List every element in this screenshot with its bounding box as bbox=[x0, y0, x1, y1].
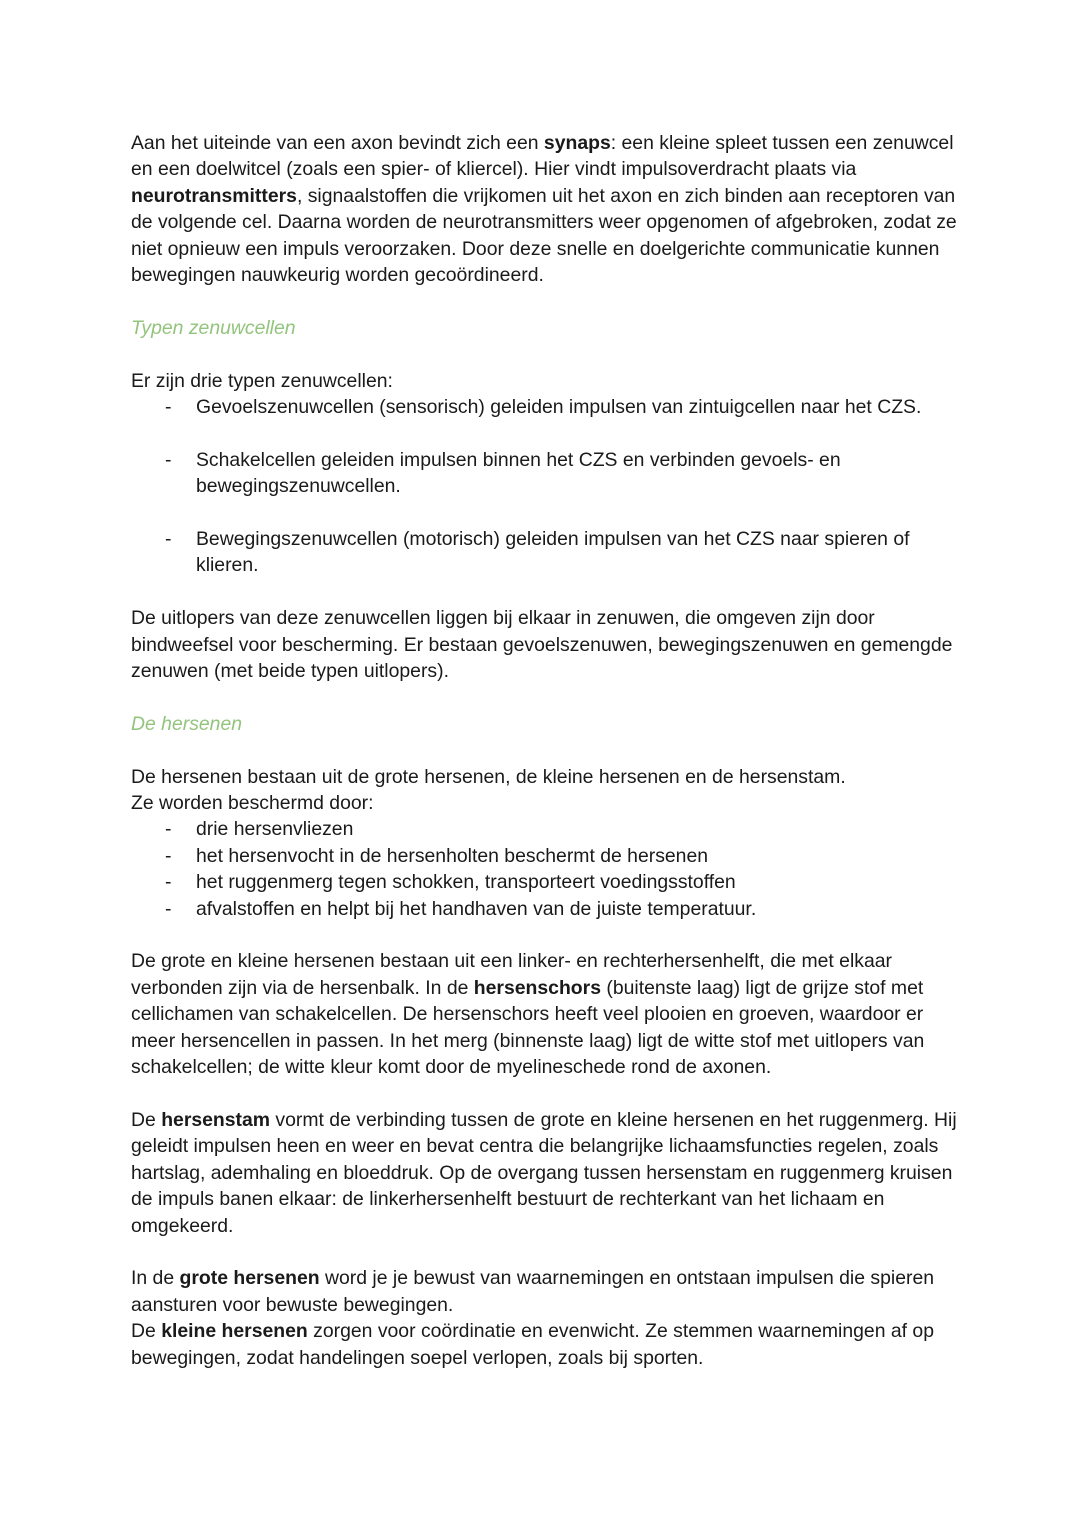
list-item: - het ruggenmerg tegen schokken, transporteert voedingsstoffen bbox=[165, 871, 736, 894]
bescherming-list bbox=[131, 816, 961, 922]
heading-typen-zenuwcellen: Typen zenuwcellen bbox=[131, 316, 296, 339]
kleine-hersenen-paragraph: De kleine hersenen zorgen voor coördinatie en evenwicht. Ze stemmen waarnemingen af op bewegingen, zodat handelingen soepel verlopen, zoals bij sporten. bbox=[131, 1320, 934, 1369]
term-kleine-hersenen: kleine hersenen bbox=[161, 1320, 308, 1343]
term-hersenschors: hersenschors bbox=[473, 976, 601, 999]
document-page bbox=[131, 130, 961, 1371]
term-neurotransmitters: neurotransmitters bbox=[131, 184, 297, 207]
term-synaps: synaps bbox=[543, 132, 611, 154]
list-item: - afvalstoffen en helpt bij het handhaven van de juiste temperatuur. bbox=[165, 897, 757, 920]
term-grote-hersenen: grote hersenen bbox=[179, 1267, 320, 1290]
term-hersenstam: hersenstam bbox=[161, 1108, 271, 1131]
hersenstam-paragraph: De hersenstam vormt de verbinding tussen de grote en kleine hersenen en het ruggenmerg. Hij geleidt impulsen heen en weer en bevat centra die belangrijke lichaamsfuncties regelen, zoals hartslag, ademhaling en bloeddruk. Op de overgang tussen hersenstam en ruggenmerg kruisen de impuls banen elkaar: de linkerhersenhelft bestuurt de rechterkant van het lichaam en omgekeerd. bbox=[131, 1108, 957, 1237]
zenuwen-paragraph: De uitlopers van deze zenuwcellen liggen bij elkaar in zenuwen, die omgeven zijn door bindweefsel voor bescherming. Er bestaan gevoelszenuwen, bewegingszenuwen en gemengde zenuwen (met beide typen uitlopers). bbox=[131, 607, 953, 683]
list-item: - Gevoelszenuwcellen (sensorisch) geleiden impulsen van zintuigcellen naar het CZS. bbox=[165, 396, 922, 419]
hersenen-lead-2: Ze worden beschermd door: bbox=[131, 792, 374, 815]
hersenen-lead-1: De hersenen bestaan uit de grote hersenen, de kleine hersenen en de hersenstam. bbox=[131, 765, 846, 788]
hersenschors-paragraph: De grote en kleine hersenen bestaan uit een linker- en rechterhersenhelft, die met elkaar verbonden zijn via de hersenbalk. In de hersenschors (buitenste laag) ligt de grijze stof met cellichamen van schakelcellen. De hersenschors heeft veel plooien en groeven, waardoor er meer hersencellen in passen. In het merg (binnenste laag) ligt de witte stof met uitlopers van schakelcellen; de witte kleur komt door de myelineschede rond de axonen. bbox=[131, 950, 925, 1079]
grote-hersenen-paragraph: In de grote hersenen word je je bewust van waarnemingen en ontstaan impulsen die spieren aansturen voor bewuste bewegingen. bbox=[131, 1267, 935, 1316]
list-item: - Schakelcellen geleiden impulsen binnen het CZS en verbinden gevoels- en bewegingszenuwcellen. bbox=[165, 448, 841, 498]
typen-list bbox=[131, 394, 961, 579]
heading-de-hersenen: De hersenen bbox=[131, 712, 243, 735]
list-item: - drie hersenvliezen bbox=[165, 818, 354, 841]
typen-lead: Er zijn drie typen zenuwcellen: bbox=[131, 369, 393, 392]
intro-paragraph: Aan het uiteinde van een axon bevindt zich een synaps: een kleine spleet tussen een zenuwcel en een doelwitcel (zoals een spier- of kliercel). Hier vindt impulsoverdracht plaats via neurotransmitters, signaalstoffen die vrijkomen uit het axon en zich binden aan receptoren van de volgende cel. Daarna worden de neurotransmitters weer opgenomen of afgebroken, zodat ze niet opnieuw een impuls veroorzaken. Door deze snelle en doelgerichte communicatie kunnen bewegingen nauwkeurig worden gecoördineerd. bbox=[131, 132, 957, 287]
list-item: - het hersenvocht in de hersenholten beschermt de hersenen bbox=[165, 844, 709, 867]
list-item: - Bewegingszenuwcellen (motorisch) geleiden impulsen van het CZS naar spieren of klieren. bbox=[165, 528, 910, 577]
